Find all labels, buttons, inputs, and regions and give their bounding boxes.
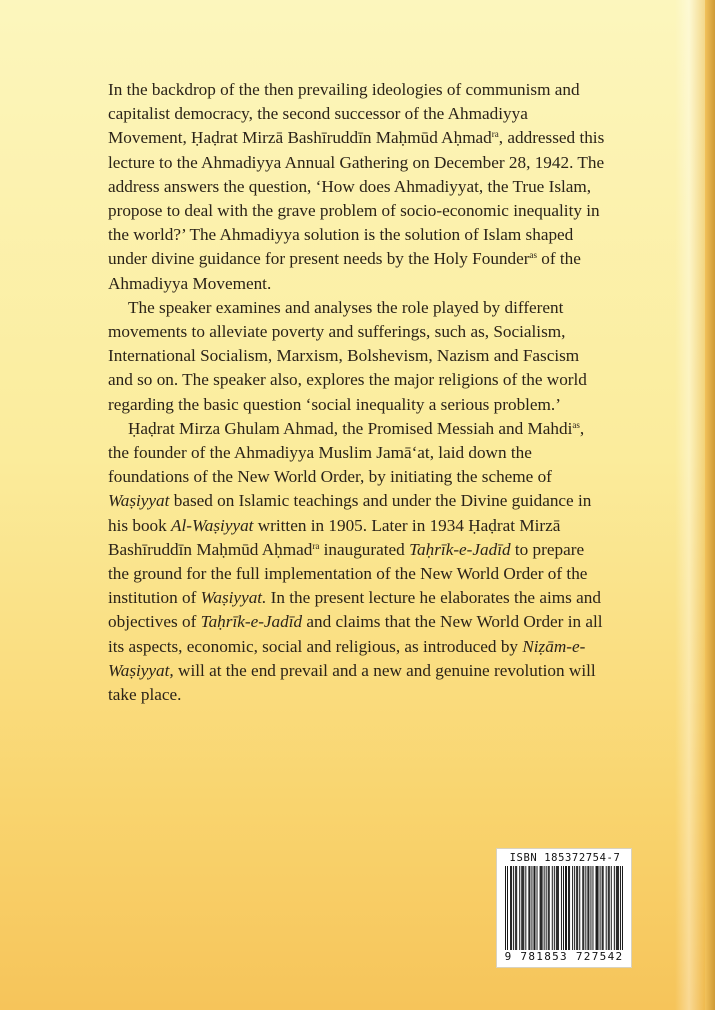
- barcode-bar: [592, 866, 593, 950]
- ean-digits: 9 781853 727542: [504, 950, 624, 963]
- barcode-bar: [614, 866, 615, 950]
- book-spine-edge: [705, 0, 715, 1010]
- barcode-bar: [582, 866, 583, 950]
- barcode-bar: [611, 866, 612, 950]
- barcode-bar: [574, 866, 575, 950]
- barcode-bar: [618, 866, 619, 950]
- barcode-bar: [505, 866, 506, 950]
- barcode-bar: [507, 866, 508, 950]
- barcode-bar: [620, 866, 621, 950]
- barcode-bar: [617, 866, 618, 950]
- barcode-bar: [552, 866, 553, 950]
- barcode-bar: [602, 866, 603, 950]
- barcode-bar: [579, 866, 580, 950]
- barcode-bar: [522, 866, 523, 950]
- barcode-bar: [557, 866, 558, 950]
- barcode-bar: [548, 866, 549, 950]
- barcode-bar: [568, 866, 569, 950]
- blurb-paragraph-3: Ḥaḍrat Mirza Ghulam Ahmad, the Promised Messiah and Mahdi$^{as}$, the founder of the Ahmadiyya Muslim Jamā‘at, laid down the foundations of the New World Order, by initiating the scheme of Waṣiyyat based on Islamic teachings and under the Divine guidance in his book Al-Waṣiyyat written in 1905. Later in 1934 Ḥaḍrat Mirzā Bashīruddīn Maḥmūd Aḥmad$^{ra}$ inaugurated Taḥrīk-e-Jadīd to prepare the ground for the full implementation of the New World Order of the institution of Waṣiyyat. In the present lecture he elaborates the aims and objectives of Taḥrīk-e-Jadīd and claims that the New World Order in all its aspects, economic, social and religious, as introduced by Niẓām-e-Waṣiyyat, will at the end prevail and a new and genuine revolution will take place.: [108, 418, 603, 705]
- barcode-bar: [566, 866, 567, 950]
- barcode-bar: [609, 866, 610, 950]
- barcode-bar: [528, 866, 529, 950]
- barcode-bar: [606, 866, 607, 950]
- barcode-bar: [577, 866, 578, 950]
- barcode-bar: [616, 866, 617, 950]
- barcode-bar: [569, 866, 570, 950]
- barcode-bar: [535, 866, 536, 950]
- barcode-bar: [585, 866, 586, 950]
- barcode-bar: [546, 866, 547, 950]
- barcode-bar: [521, 866, 522, 950]
- barcode-bar: [600, 866, 601, 950]
- barcode-bar: [576, 866, 577, 950]
- barcode-bar: [558, 866, 559, 950]
- barcode-bar: [587, 866, 588, 950]
- barcode-bar: [542, 866, 543, 950]
- barcode-bar: [510, 866, 511, 950]
- isbn-barcode: [496, 848, 632, 968]
- barcode-bar: [511, 866, 512, 950]
- barcode-bar: [622, 866, 623, 950]
- barcode-bar: [529, 866, 530, 950]
- barcode-bar: [596, 866, 597, 950]
- barcode-bar: [561, 866, 562, 950]
- barcode-bar: [597, 866, 598, 950]
- barcode-bar: [533, 866, 534, 950]
- barcode-bar: [537, 866, 538, 950]
- barcode-bar: [515, 866, 516, 950]
- isbn-label: ISBN 185372754-7: [509, 852, 621, 864]
- barcode-bar: [519, 866, 520, 950]
- barcode-bar: [516, 866, 517, 950]
- barcode-bar: [531, 866, 532, 950]
- barcode-bar: [544, 866, 545, 950]
- barcode-bar: [513, 866, 514, 950]
- barcode-bar: [523, 866, 524, 950]
- back-cover-blurb: [108, 78, 608, 707]
- blurb-paragraph-1: In the backdrop of the then prevailing ideologies of communism and capitalist democracy, the second successor of the Ahmadiyya Movement, Ḥaḍrat Mirzā Bashīruddīn Maḥmūd Aḥmad$^{ra}$, addressed this lecture to the Ahmadiyya Annual Gathering on December 28, 1942. The address answers the question, ‘How does Ahmadiyyat, the True Islam, propose to deal with the grave problem of socio-economic inequality in the world?’ The Ahmadiyya solution is the solution of Islam shaped under divine guidance for present needs by the Holy Founder$^{as}$ of the Ahmadiyya Movement.: [108, 80, 605, 293]
- barcode-bar: [590, 866, 591, 950]
- blurb-paragraph-2: The speaker examines and analyses the role played by different movements to alleviate poverty and sufferings, such as, Socialism, International Socialism, Marxism, Bolshevism, Nazism and Fascism and so on. The speaker also, explores the major religions of the world regarding the basic question ‘social inequality a serious problem.’: [108, 297, 587, 414]
- barcode-bar: [525, 866, 526, 950]
- barcode-bar: [540, 866, 541, 950]
- barcode-bar: [549, 866, 550, 950]
- barcode-bar: [572, 866, 573, 950]
- barcode-bar: [603, 866, 604, 950]
- barcode-bar: [598, 866, 599, 950]
- barcode-bar: [608, 866, 609, 950]
- barcode-bars: [505, 866, 623, 952]
- barcode-bar: [554, 866, 555, 950]
- barcode-bar: [563, 866, 564, 950]
- barcode-bar: [556, 866, 557, 950]
- barcode-bar: [541, 866, 542, 950]
- barcode-bar: [588, 866, 589, 950]
- barcode-bar: [565, 866, 566, 950]
- barcode-bar: [583, 866, 584, 950]
